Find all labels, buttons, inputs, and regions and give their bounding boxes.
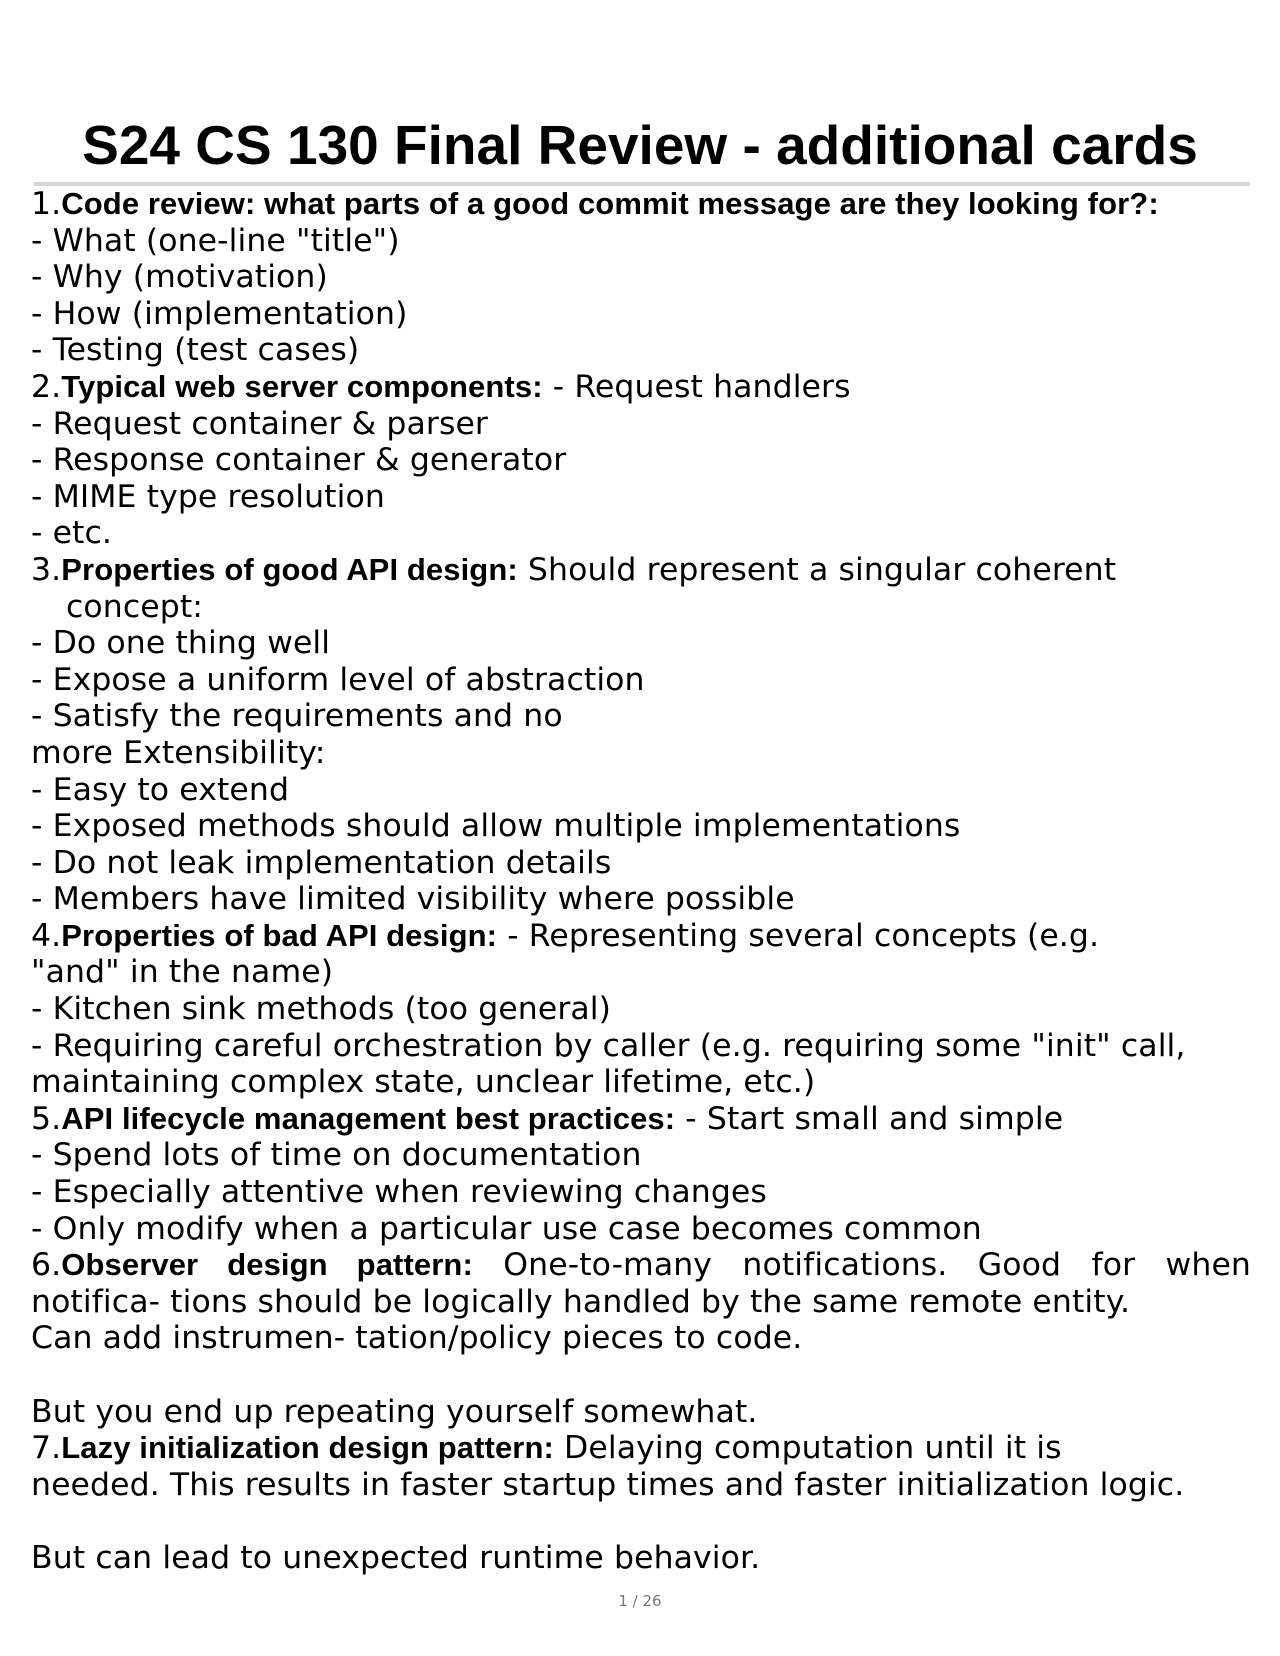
card-question: Code review: what parts of a good commit message are they looking for?: [61,186,1159,221]
card-3-answer-line: more Extensibility: [31,734,326,771]
card-1-answer-line: - Testing (test cases) [31,332,360,369]
card-answer: - Start small and simple [675,1100,1064,1137]
card-4-answer-line: "and" in the name) [31,954,334,991]
card-answer: One-to-many notifications. Good for when [472,1247,1251,1284]
card-number: 7. [31,1430,62,1467]
card-7-answer-line: But can lead to unexpected runtime behavior. [31,1539,761,1576]
card-3-answer-line: - Do not leak implementation details [31,844,612,881]
card-question: Typical web server components: [61,368,543,404]
paragraph-spacer [31,1357,1251,1394]
card-3-question [31,552,1251,589]
card-4-answer-line: - Requiring careful orchestration by caller (e.g. requiring some "init" call, [31,1027,1186,1064]
card-7-question [31,1430,1251,1467]
card-question: API lifecycle management best practices: [61,1100,676,1136]
card-question: Properties of good API design: [61,551,518,587]
card-4-question [31,918,1251,955]
card-2-answer-line: - etc. [31,515,113,552]
card-question: Properties of bad API design: [61,917,498,953]
card-question: Observer design pattern: [61,1247,473,1283]
card-number: 5. [31,1100,62,1137]
page-title: S24 CS 130 Final Review - additional cards [82,114,1198,176]
card-6-answer-line: Can add instrumen- tation/policy pieces to code. [31,1320,803,1357]
paragraph-spacer [31,1503,1251,1540]
card-3-answer-line: - Exposed methods should allow multiple implementations [31,808,961,845]
card-question: Lazy initialization design pattern: [61,1430,554,1466]
card-6-answer-line: But you end up repeating yourself somewhat. [31,1393,758,1430]
card-list [31,186,1251,1577]
card-7-answer-line: needed. This results in faster startup times and faster initialization logic. [31,1466,1185,1503]
card-answer: - Representing several concepts (e.g. [497,917,1100,954]
card-number: 3. [31,551,62,588]
card-1-answer-line: - Why (motivation) [31,259,328,296]
card-3-answer-line: - Members have limited visibility where possible [31,881,795,918]
card-5-question [31,1101,1251,1138]
card-4-answer-line: maintaining complex state, unclear lifetime, etc.) [31,1064,816,1101]
card-3-answer-line: concept: [66,588,204,625]
card-6-question [31,1247,1251,1284]
card-number: 6. [31,1247,62,1284]
card-3-answer-line: - Do one thing well [31,625,331,662]
card-6-answer-line: notifica- tions should be logically handled by the same remote entity. [31,1283,1131,1320]
card-answer: Delaying computation until it is [553,1430,1062,1467]
card-1-answer-line: - What (one-line "title") [31,222,400,259]
card-number: 2. [31,368,62,405]
card-number: 4. [31,917,62,954]
card-answer: Should represent a singular coherent [517,551,1117,588]
page-number: 1 / 26 [618,1592,662,1610]
card-4-answer-line: - Kitchen sink methods (too general) [31,991,612,1028]
card-5-answer-line: - Especially attentive when reviewing changes [31,1174,767,1211]
card-3-answer-line: - Expose a uniform level of abstraction [31,661,645,698]
card-answer: - Request handlers [542,368,851,405]
card-2-answer-line: - Response container & generator [31,442,567,479]
card-5-answer-line: - Only modify when a particular use case becomes common [31,1210,982,1247]
card-2-answer-line: - MIME type resolution [31,478,385,515]
card-number: 1. [31,186,62,222]
card-2-question [31,369,1251,406]
card-3-answer-line: - Easy to extend [31,771,290,808]
card-1-question [31,186,1251,223]
card-5-answer-line: - Spend lots of time on documentation [31,1137,642,1174]
card-1-answer-line: - How (implementation) [31,295,408,332]
card-3-answer-line: - Satisfy the requirements and no [31,698,563,735]
card-2-answer-line: - Request container & parser [31,405,488,442]
